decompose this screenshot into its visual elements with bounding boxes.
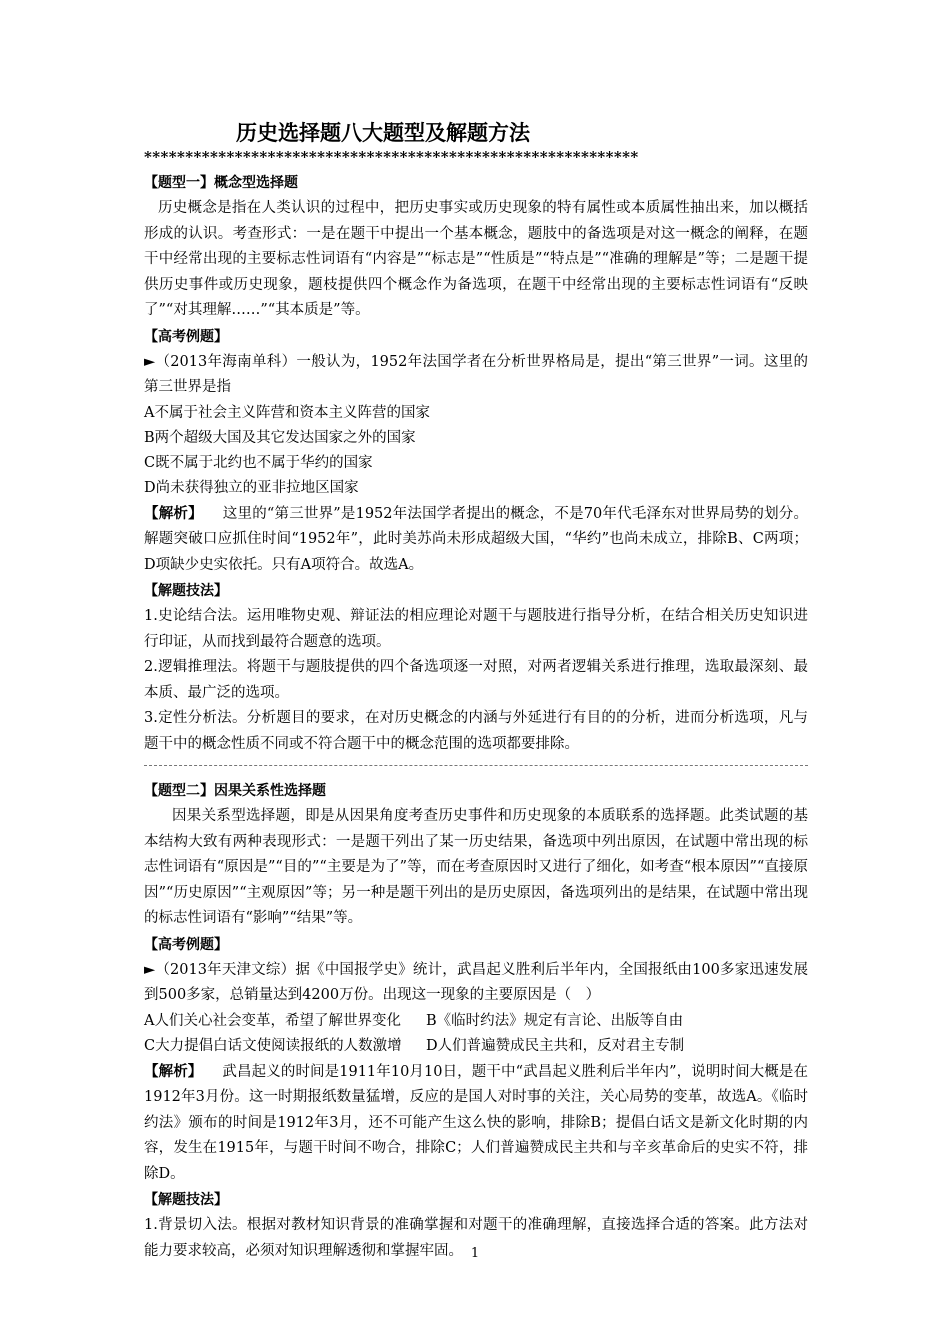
section2-intro: 因果关系型选择题，即是从因果角度考查历史事件和历史现象的本质联系的选择题。此类试题的基本结构大致有两种表现形式：一是题干列出了某一历史结果，备选项中列出原因，在试题中常出现的标志性词语有“原因是”“目的”“主要是为了”等，而在考查原因时又进行了细化，如考查“根本原因”“直接原因”“历史原因”“主观原因”等；另一种是题干列出的是历史原因，备选项列出的是结果，在试题中常出现的标志性词语有“影响”“结果”等。 — [144, 808, 808, 926]
section2-option-c: C大力提倡白话文使阅读报纸的人数激增 — [144, 1037, 402, 1054]
section1-option-a: A不属于社会主义阵营和资本主义阵营的国家 — [144, 404, 430, 421]
section2-analysis-text: 武昌起义的时间是1911年10月10日，题干中“武昌起义胜利后半年内”，说明时间大概是在1912年3月份。这一时期报纸数量猛增，反应的是国人对时事的关注，关心局势的变革，故选A。《临时约法》颁布的时间是1912年3月，还不可能产生这么快的影响，排除B；提倡白话文是新文化时期的内容，发生在1915年，与题干时间不吻合，排除C；人们普遍赞成民主共和与辛亥革命后的史实不符，排除D。 — [144, 1063, 808, 1182]
page-content — [144, 118, 808, 1264]
section2-tip-1: 1.背景切入法。根据对教材知识背景的准确掌握和对题干的准确理解，直接选择合适的答案。此方法对能力要求较高，必须对知识理解透彻和掌握牢固。 — [144, 1217, 808, 1259]
section1-option-d: D尚未获得独立的亚非拉地区国家 — [144, 479, 359, 496]
section1-example-heading: 【高考例题】 — [144, 328, 228, 345]
section2-question: ►（2013年天津文综）据《中国报学史》统计，武昌起义胜利后半年内，全国报纸由100多家迅速发展到500多家，总销量达到4200万份。出现这一现象的主要原因是（ ） — [144, 961, 808, 1003]
section1-analysis-label: 【解析】 — [144, 504, 203, 522]
section1-option-c: C既不属于北约也不属于华约的国家 — [144, 454, 373, 471]
section1-heading: 【题型一】概念型选择题 — [144, 175, 298, 191]
section1-intro: 历史概念是指在人类认识的过程中，把历史事实或历史现象的特有属性或本质属性抽出来，加以概括形成的认识。考查形式：一是在题干中提出一个基本概念，题肢中的备选项是对这一概念的阐释，在题干中经常出现的主要标志性词语有“内容是”“标志是”“性质是”“特点是”“准确的理解是”等；二是题干提供历史事件或历史现象，题枝提供四个概念作为备选项，在题干中经常出现的主要标志性词语有“反映了”“对其理解……”“其本质是”等。 — [144, 200, 808, 318]
section2-option-d: D人们普遍赞成民主共和，反对君主专制 — [426, 1037, 685, 1054]
section1-analysis-text: 这里的“第三世界”是1952年法国学者提出的概念，不是70年代毛泽东对世界局势的划分。解题突破口应抓住时间“1952年”，此时美苏尚未形成超级大国，“华约”也尚未成立，排除B、C两项；D项缺少史实依托。只有A项符合。故选A。 — [144, 505, 808, 573]
section2-option-b: B《临时约法》规定有言论、出版等自由 — [426, 1012, 684, 1029]
section1-option-b: B两个超级大国及其它发达国家之外的国家 — [144, 429, 416, 446]
section2-tips-heading: 【解题技法】 — [144, 1192, 228, 1208]
section-divider — [144, 765, 808, 766]
star-separator: ************************************************************ — [144, 148, 639, 166]
section2-heading: 【题型二】因果关系性选择题 — [144, 783, 326, 799]
section2-option-a: A人们关心社会变革，希望了解世界变化 — [144, 1012, 401, 1029]
section2-options-row-1 — [144, 1009, 808, 1034]
section2-example-heading: 【高考例题】 — [144, 936, 228, 953]
section1-question: ►（2013年海南单科）一般认为，1952年法国学者在分析世界格局是，提出“第三世界”一词。这里的第三世界是指 — [144, 353, 808, 395]
page-title: 历史选择题八大题型及解题方法 — [236, 120, 530, 145]
page-number: 1 — [470, 1246, 480, 1261]
section1-tip-3: 3.定性分析法。分析题目的要求，在对历史概念的内涵与外延进行有目的的分析，进而分析选项，凡与题干中的概念性质不同或不符合题干中的概念范围的选项都要排除。 — [144, 710, 808, 752]
section1-analysis — [144, 501, 808, 579]
section1-tip-2: 2.逻辑推理法。将题干与题肢提供的四个备选项逐一对照，对两者逻辑关系进行推理，选取最深刻、最本质、最广泛的选项。 — [144, 659, 808, 701]
section2-analysis — [144, 1059, 808, 1188]
section2-options-row-2 — [144, 1034, 808, 1059]
section2-analysis-label: 【解析】 — [144, 1062, 203, 1080]
section1-tip-1: 1.史论结合法。运用唯物史观、辩证法的相应理论对题干与题肢进行指导分析，在结合相关历史知识进行印证，从而找到最符合题意的选项。 — [144, 608, 808, 650]
section1-tips-heading: 【解题技法】 — [144, 583, 228, 599]
